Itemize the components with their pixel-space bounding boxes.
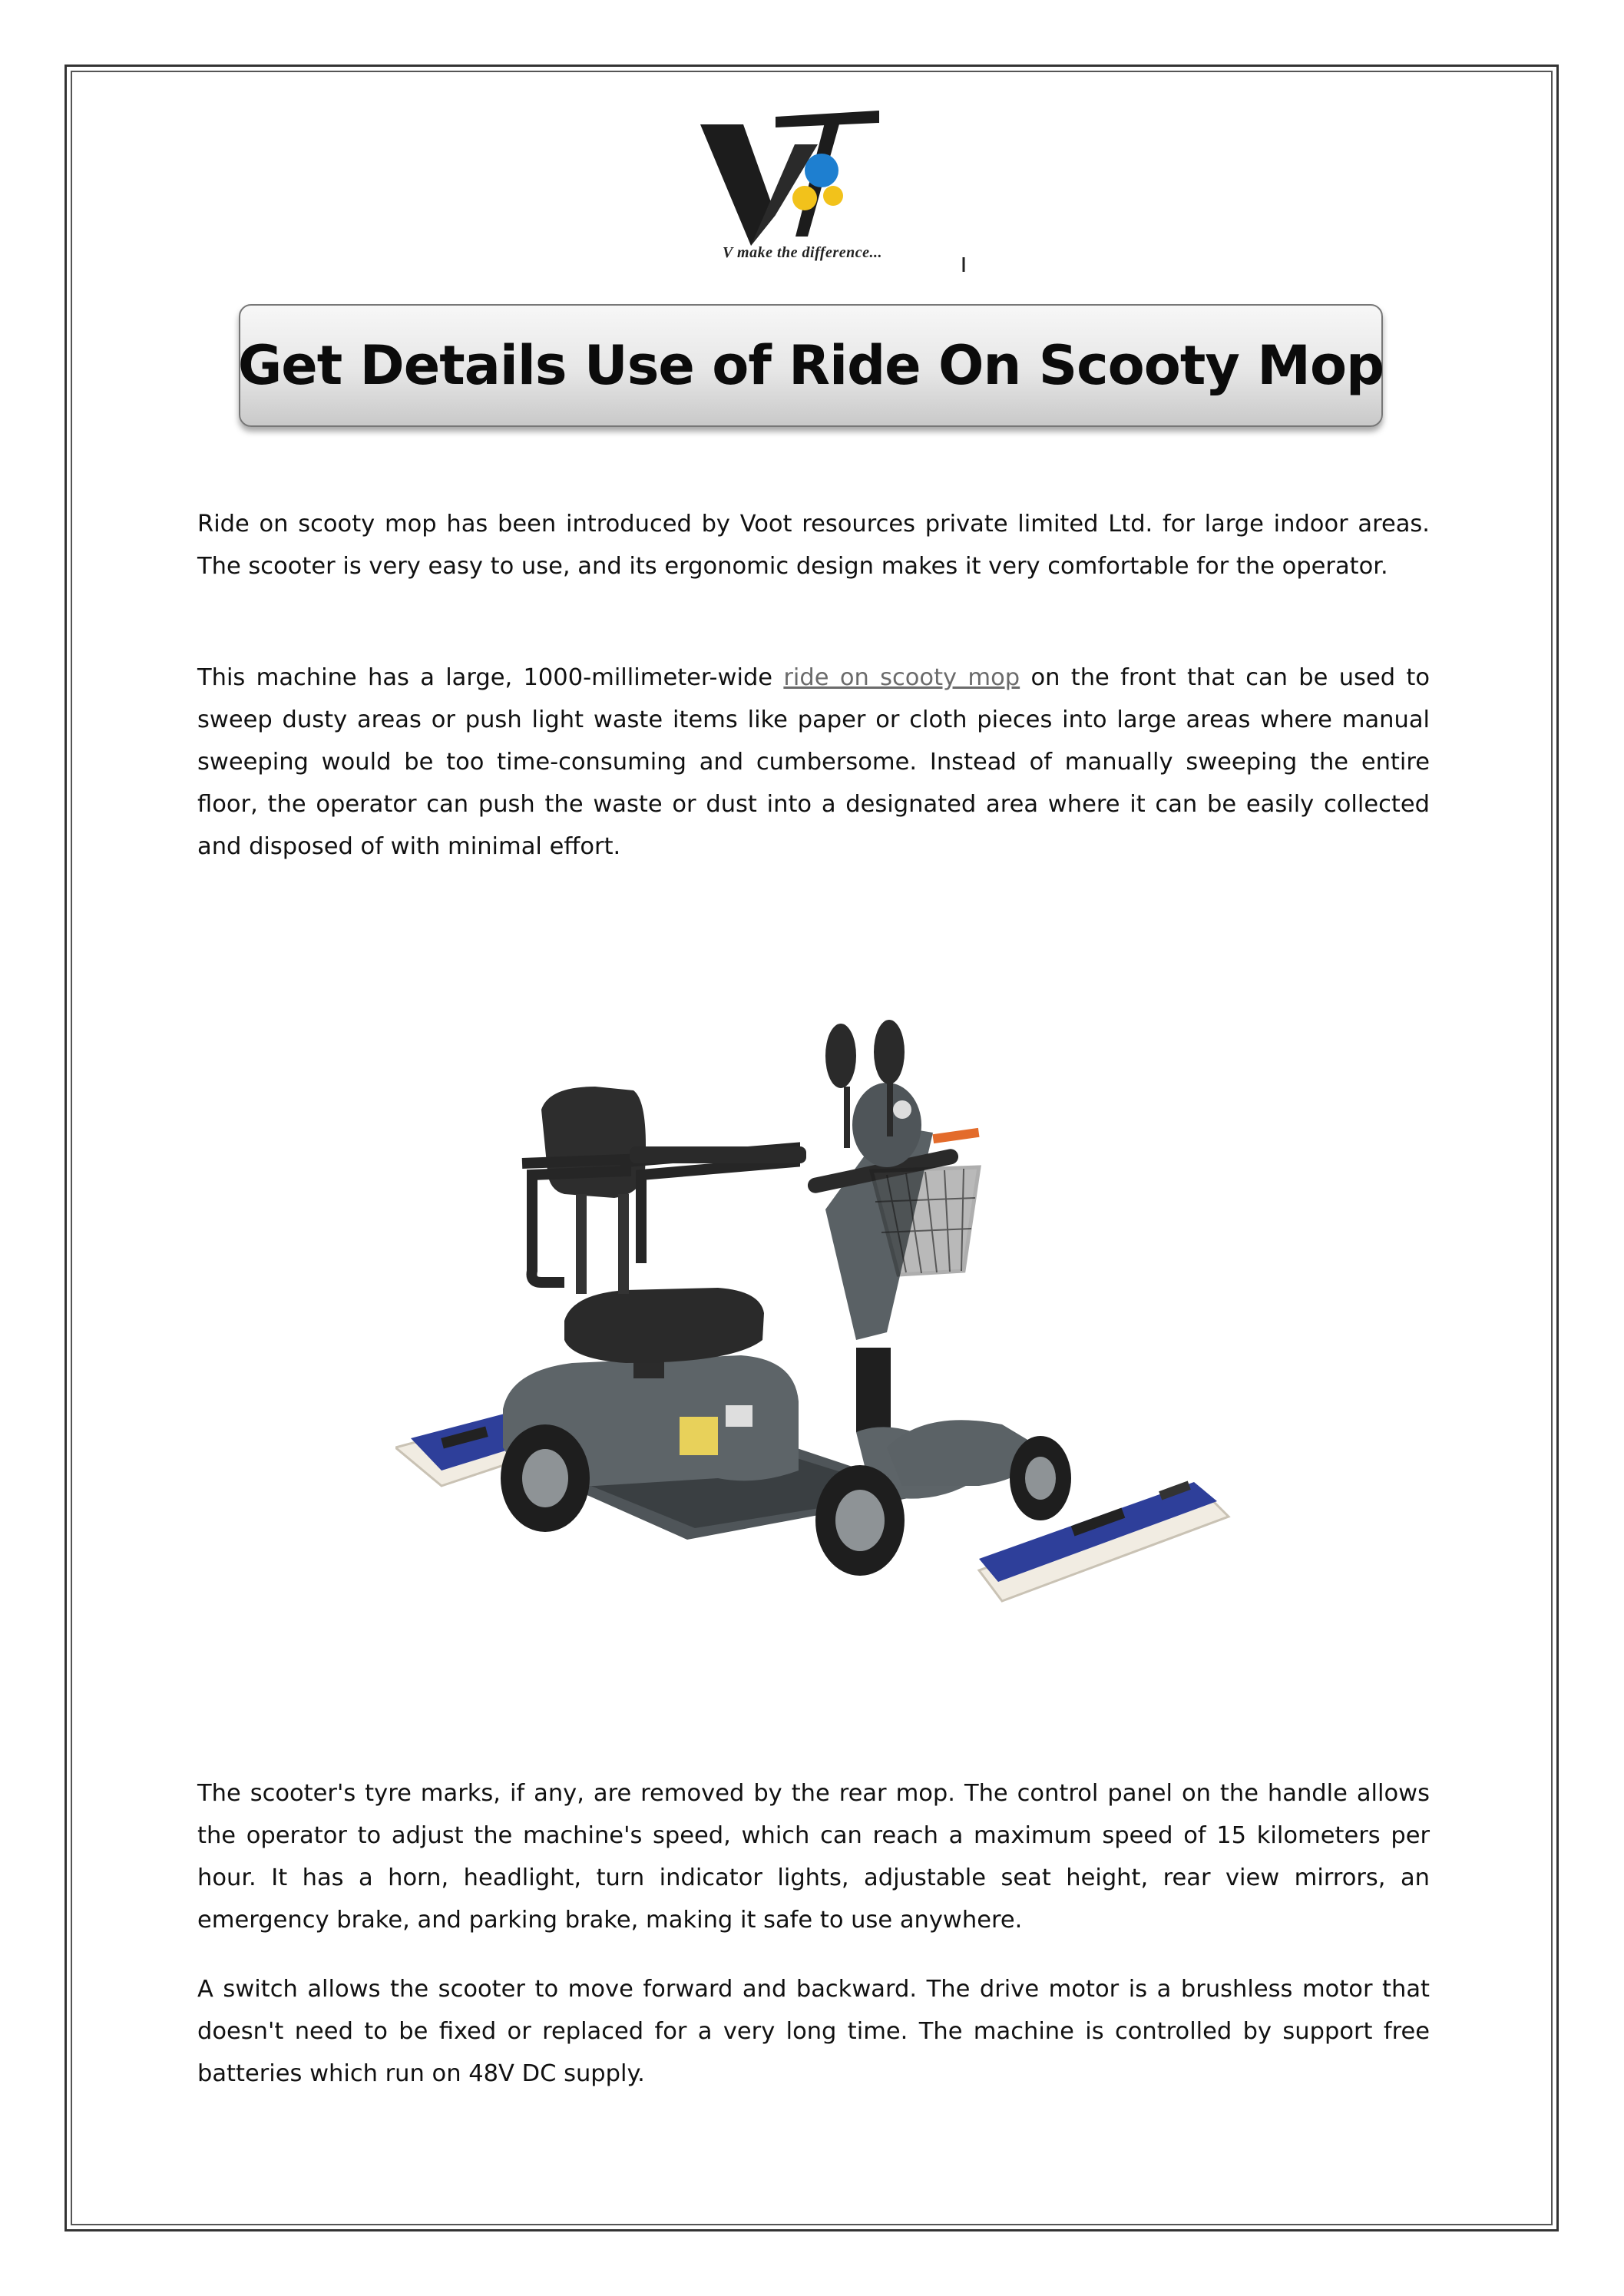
paragraph-machine (197, 657, 1430, 868)
ride-on-scooty-mop-link[interactable]: ride on scooty mop (783, 664, 1020, 691)
title-banner (239, 304, 1383, 427)
paragraph-intro: Ride on scooty mop has been introduced by Voot resources private limited Ltd. for large indoor areas. The scooter is very easy to use, and its ergonomic design makes it very comfortable for the operator. (197, 511, 1430, 580)
paragraph-controls: The scooter's tyre marks, if any, are removed by the rear mop. The control panel on the handle allows the operator to adjust the machine's speed, which can reach a maximum speed of 15 kilometers per hour. It has a horn, headlight, turn indicator lights, adjustable seat height, rear view mirrors, an emergency brake, and parking brake, making it safe to use anywhere. (197, 1780, 1430, 1934)
paragraph-machine-before: This machine has a large, 1000-millimeter-wide (197, 664, 784, 691)
logo-tagline: V make the difference... (723, 244, 882, 261)
page-title: Get Details Use of Ride On Scooty Mop (237, 334, 1384, 397)
paragraph-motor: A switch allows the scooter to move forward and backward. The drive motor is a brushless motor that doesn't need to be fixed or replaced for a very long time. The machine is controlled by support free batteries which run on 48V DC supply. (197, 1976, 1430, 2087)
paragraph-machine-after: on the front that can be used to sweep dusty areas or push light waste items like paper or cloth pieces into large areas where manual sweeping would be too time-consuming and cumbersome. Instead of manually sweeping the entire floor, the operator can push the waste or dust into a designated area where it can be easily collected and disposed of with minimal effort. (197, 664, 1430, 860)
scooter-mop-image (395, 1017, 1236, 1624)
